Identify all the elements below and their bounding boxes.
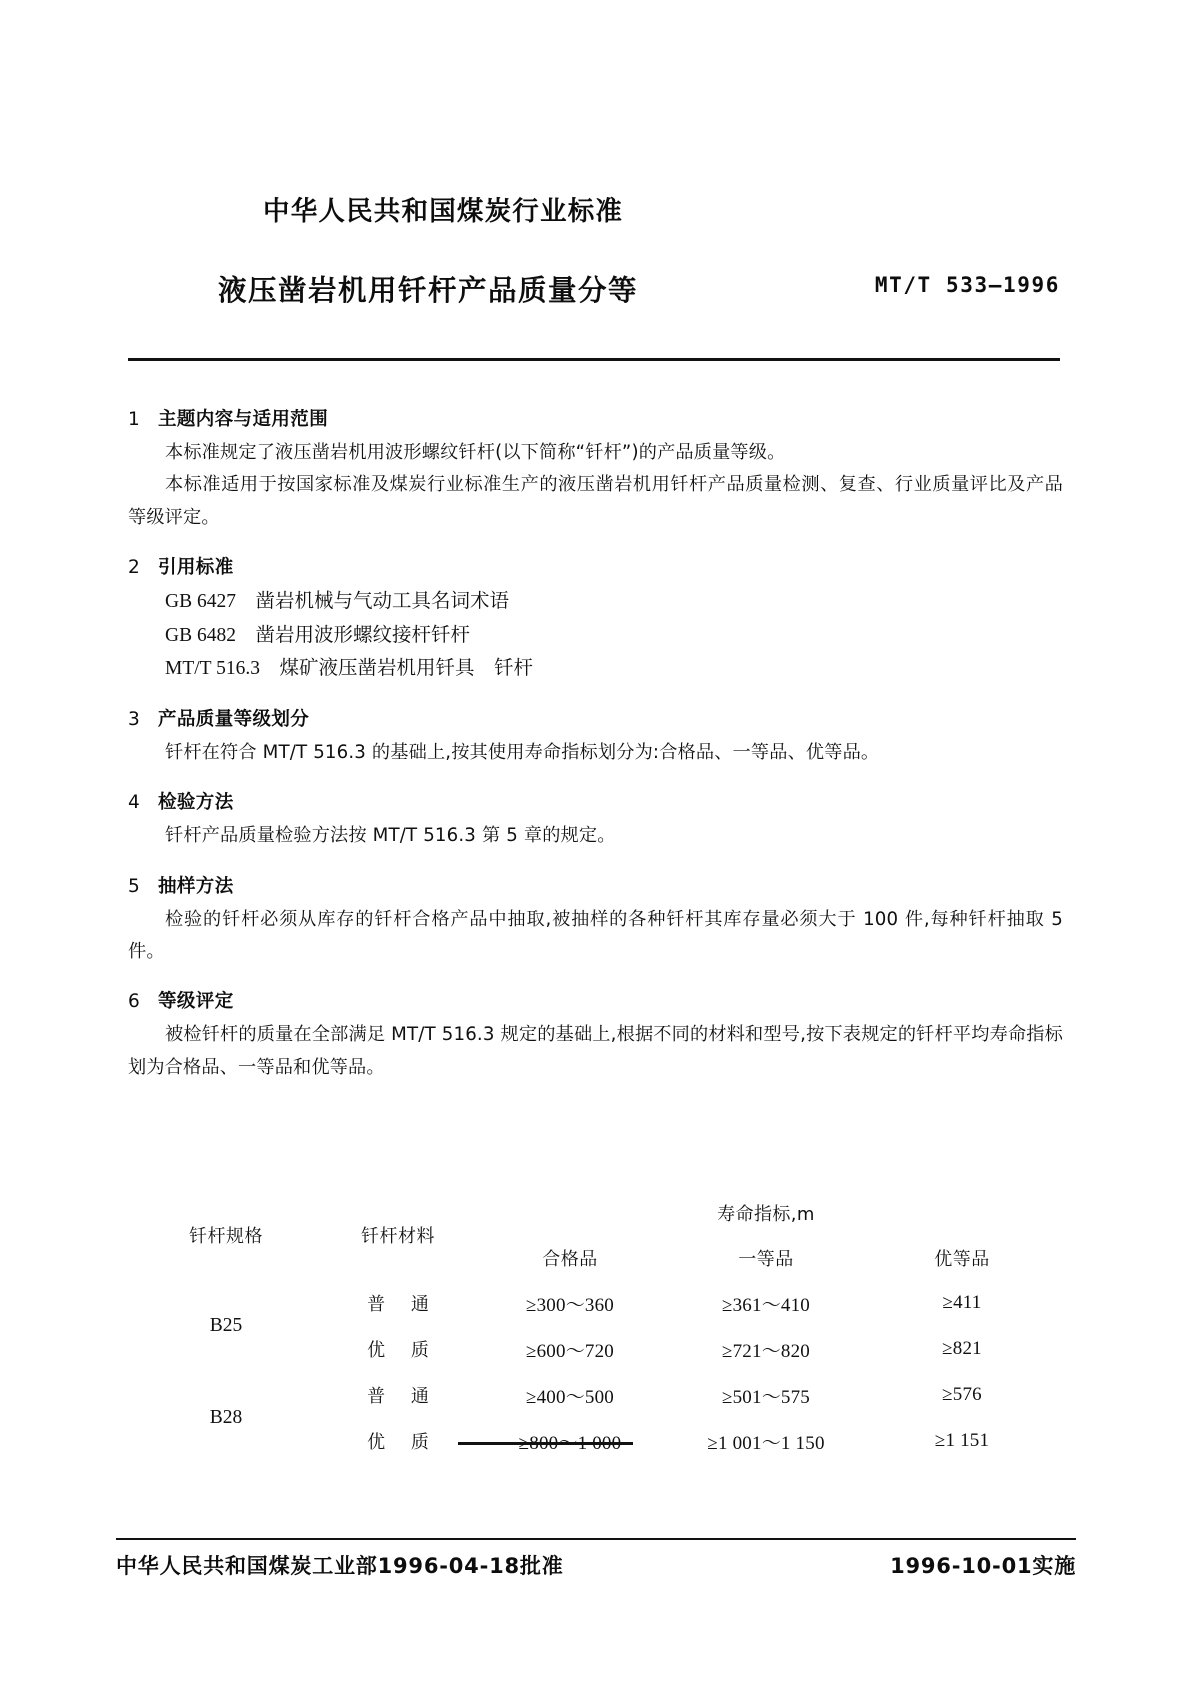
header-first-class: 一等品 [738,1249,794,1270]
end-of-content-rule [458,1442,633,1445]
section-6-number: 6 [128,991,141,1013]
section-5 [128,872,1063,969]
section-1-paragraph-1: 本标准规定了液压凿岩机用波形螺纹钎杆(以下简称“钎杆”)的产品质量等级。 [165,442,786,463]
header-qualified: 合格品 [542,1249,598,1270]
approval-statement: 中华人民共和国煤炭工业部1996-04-18批准 [116,1554,564,1578]
cell-first-class: ≥361～410 [721,1294,811,1316]
cell-material: 优 质 [367,1340,439,1361]
section-2-title: 引用标准 [158,557,234,579]
document-title: 液压凿岩机用钎杆产品质量分等 [218,273,639,307]
cell-superior: ≥821 [942,1338,982,1359]
section-4-title: 检验方法 [158,792,234,814]
issuing-organization: 中华人民共和国煤炭行业标准 [263,196,624,227]
reference-item: GB 6482 凿岩用波形螺纹接杆钎杆 [165,624,470,646]
document-header [130,196,1060,314]
reference-item: MT/T 516.3 煤矿液压凿岩机用钎具 钎杆 [165,658,533,680]
referenced-standards-list [128,585,1063,686]
cell-first-class: ≥501～575 [721,1386,811,1408]
cell-qualified: ≥800～1 000 [518,1432,622,1454]
table-row [128,1280,1060,1326]
section-1-heading [128,405,1063,431]
effective-date: 1996-10-01实施 [890,1554,1076,1578]
section-5-paragraph-1: 检验的钎杆必须从库存的钎杆合格产品中抽取,被抽样的各种钎杆其库存量必须大于 100 件,每种钎杆抽取 5 件。 [128,908,1063,962]
section-1-paragraph-2: 本标准适用于按国家标准及煤炭行业标准生产的液压凿岩机用钎杆产品质量检测、复查、行业质量评比及产品等级评定。 [128,474,1063,528]
document-body [128,405,1063,1098]
cell-superior: ≥576 [942,1384,982,1405]
section-4-heading [128,788,1063,814]
section-6-heading [128,987,1063,1013]
reference-item: GB 6427 凿岩机械与气动工具名词术语 [165,591,509,613]
cell-qualified: ≥600～720 [525,1340,615,1362]
grade-table-container [128,1190,1060,1464]
cell-spec: B28 [209,1407,243,1428]
cell-first-class: ≥1 001～1 150 [707,1432,825,1454]
cell-material: 优 质 [367,1432,439,1453]
header-spec: 钎杆规格 [189,1226,263,1247]
grade-evaluation-table [128,1190,1060,1464]
section-1-number: 1 [128,409,141,430]
section-6-paragraph-1: 被检钎杆的质量在全部满足 MT/T 516.3 规定的基础上,根据不同的材料和型号,按下表规定的钎杆平均寿命指标划为合格品、一等品和优等品。 [128,1024,1063,1078]
cell-material: 普 通 [367,1386,439,1407]
cell-material: 普 通 [367,1294,439,1315]
standard-number: MT/T 533—1996 [874,272,1060,297]
title-row [130,268,1060,314]
section-5-heading [128,872,1063,898]
section-4-paragraph-1: 钎杆产品质量检验方法按 MT/T 516.3 第 5 章的规定。 [165,825,616,847]
header-material: 钎杆材料 [361,1226,435,1247]
section-4 [128,788,1063,852]
cell-superior: ≥1 151 [934,1430,990,1451]
section-6 [128,987,1063,1084]
cell-spec: B25 [209,1315,243,1336]
footer-divider-rule [116,1538,1076,1540]
page-footer [116,1550,1076,1584]
table-row [128,1372,1060,1418]
cell-qualified: ≥300～360 [525,1294,615,1316]
section-2-number: 2 [128,557,141,579]
header-life-index-group: 寿命指标,m [717,1204,815,1225]
cell-first-class: ≥721～820 [721,1340,811,1362]
section-6-title: 等级评定 [158,991,234,1013]
section-4-number: 4 [128,792,141,814]
header-divider-rule [128,358,1060,361]
cell-superior: ≥411 [942,1292,982,1313]
table-header-row-1 [128,1190,1060,1236]
section-1-title: 主题内容与适用范围 [158,409,329,430]
section-1 [128,405,1063,534]
section-3-title: 产品质量等级划分 [158,708,310,730]
header-superior: 优等品 [934,1249,990,1270]
section-2 [128,553,1063,686]
section-3-paragraph-1: 钎杆在符合 MT/T 516.3 的基础上,按其使用寿命指标划分为:合格品、一等品、优等品。 [165,741,880,763]
section-3 [128,705,1063,769]
section-2-heading [128,553,1063,579]
cell-qualified: ≥400～500 [525,1386,615,1408]
section-3-heading [128,705,1063,731]
section-5-number: 5 [128,875,141,897]
section-5-title: 抽样方法 [158,875,234,897]
section-3-number: 3 [128,708,141,730]
